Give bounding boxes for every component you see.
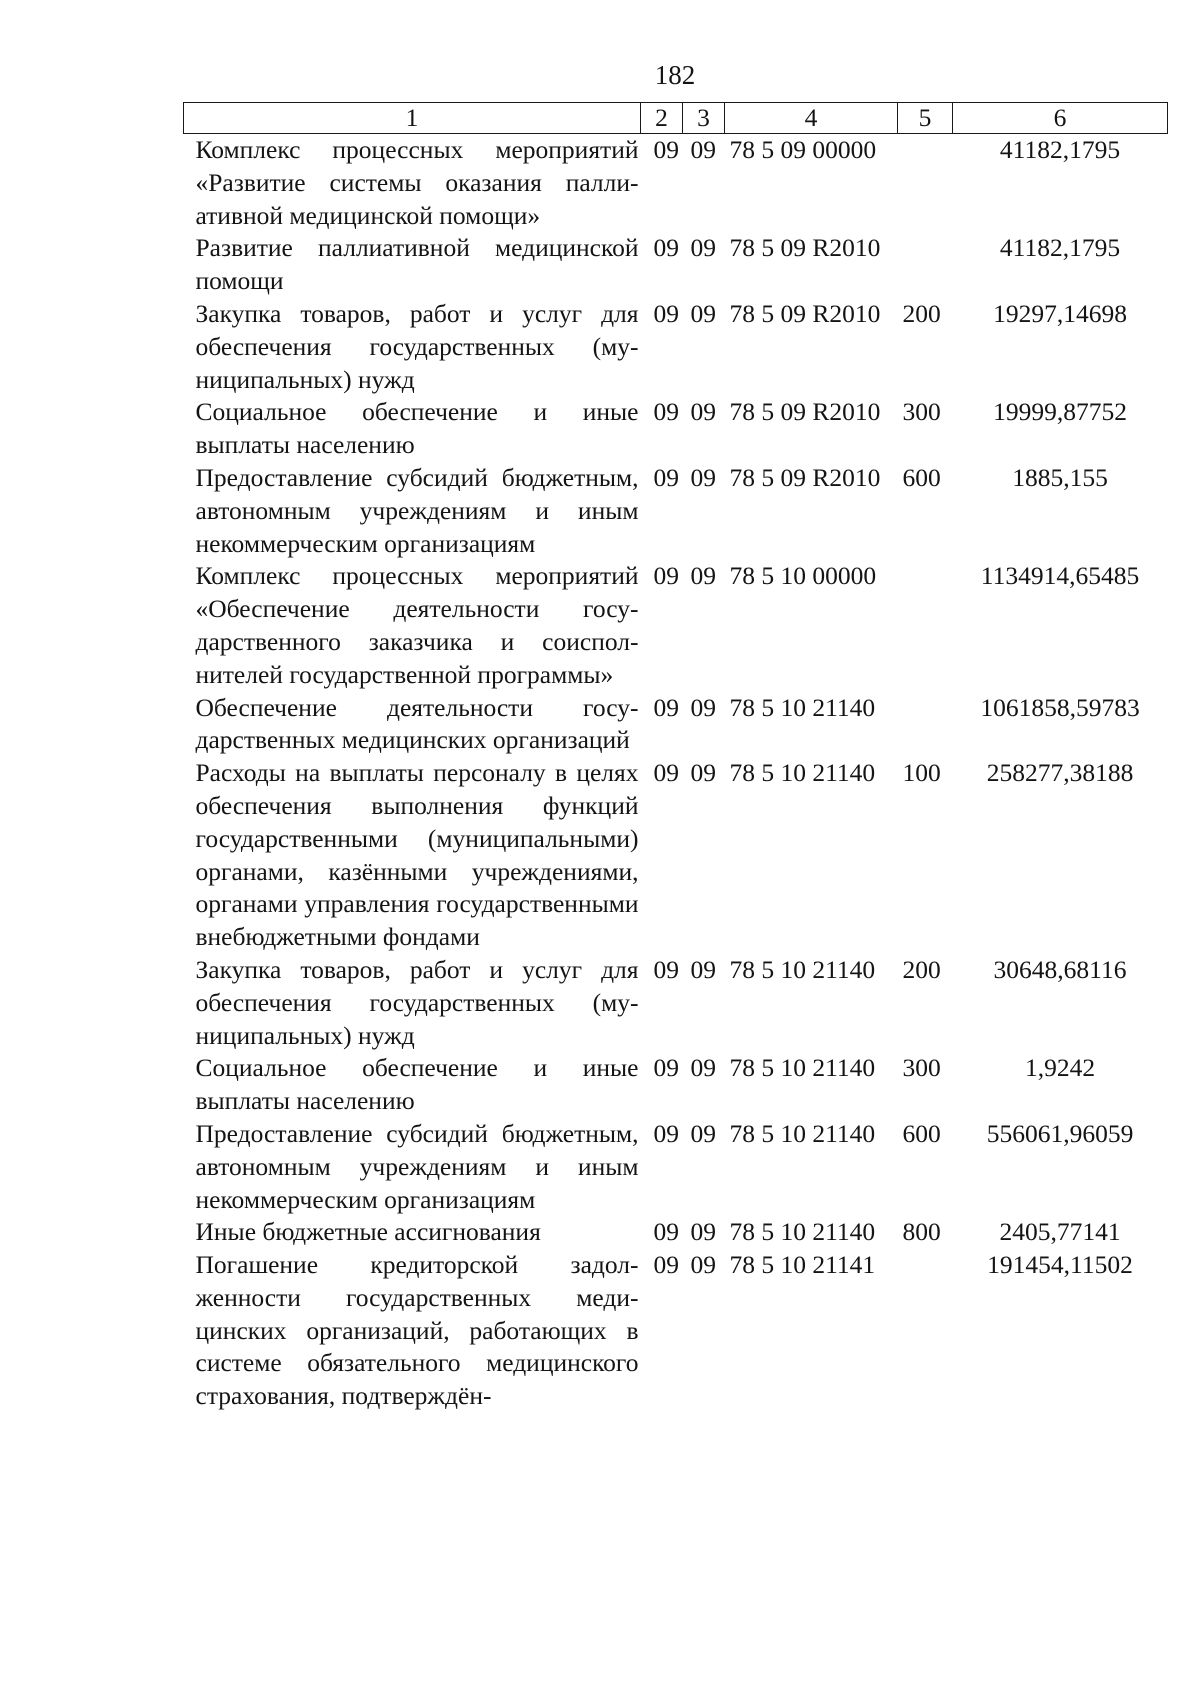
row-target-article: 78 5 10 21140 [729, 692, 876, 722]
table-row [184, 560, 1168, 691]
row-target-article: 78 5 09 R2010 [729, 233, 881, 263]
budget-table [183, 102, 1168, 1413]
row-expense-type: 200 [902, 298, 941, 328]
row-subsection: 09 [690, 1217, 716, 1247]
table-body [184, 134, 1168, 1414]
row-section: 09 [653, 135, 679, 164]
row-name: Погашение кредиторской задолженности государственных медицинских организаций, работающих в системе обязательного медицинского страхования, подтверждён- [195, 1250, 639, 1411]
table-row [184, 692, 1168, 758]
row-subsection: 09 [690, 462, 716, 492]
row-name: Развитие паллиативной медицинской помощи [195, 233, 639, 296]
row-amount: 1134914,65485 [980, 561, 1140, 591]
row-subsection: 09 [690, 135, 716, 164]
row-target-article: 78 5 10 00000 [729, 561, 877, 591]
row-name: Предоставление субсидий бюджетным, автономным учреждениям и иным некоммерческим организациям [195, 462, 639, 558]
row-target-article: 78 5 10 21140 [729, 1118, 876, 1148]
row-section: 09 [653, 1118, 679, 1148]
row-name: Расходы на выплаты персоналу в целях обеспечения выполнения функций государственными (муниципальными) органами, казёнными учреждениями, органами управления государственными внебюджетными фондами [195, 758, 639, 952]
row-name: Социальное обеспечение и иные выплаты населению [195, 397, 639, 460]
row-target-article: 78 5 09 00000 [729, 135, 877, 164]
row-expense-type [898, 232, 953, 298]
table-row [184, 396, 1168, 462]
row-target-article: 78 5 10 21140 [729, 758, 876, 788]
row-expense-type [898, 692, 953, 758]
row-expense-type: 300 [902, 1053, 941, 1083]
row-section: 09 [653, 561, 679, 591]
header-col-3: 3 [683, 103, 725, 134]
row-name: Закупка товаров, работ и услуг для обеспечения государственных (муниципальных) нужд [195, 954, 639, 1050]
row-expense-type: 100 [902, 758, 941, 788]
row-amount: 258277,38188 [986, 758, 1134, 788]
row-subsection: 09 [690, 233, 716, 263]
row-name: Социальное обеспечение и иные выплаты населению [195, 1053, 639, 1116]
table-row [184, 232, 1168, 298]
row-amount: 1,9242 [1024, 1053, 1096, 1083]
row-section: 09 [653, 1217, 679, 1247]
row-section: 09 [653, 954, 679, 984]
table-row [184, 757, 1168, 954]
row-section: 09 [653, 298, 679, 328]
row-name: Иные бюджетные ассигнования [195, 1217, 541, 1247]
row-expense-type: 800 [902, 1217, 941, 1247]
row-name: Комплекс процессных мероприятий «Развитие системы оказания паллиативной медицинской помощи» [195, 135, 639, 230]
row-amount: 19297,14698 [993, 298, 1127, 328]
row-name: Предоставление субсидий бюджетным, автономным учреждениям и иным некоммерческим организациям [195, 1118, 639, 1214]
row-amount: 191454,11502 [987, 1250, 1133, 1280]
row-name: Комплекс процессных мероприятий «Обеспечение деятельности государственного заказчика и соисполнителей государственной программы» [195, 561, 639, 689]
row-amount: 556061,96059 [986, 1118, 1134, 1148]
table-row [184, 954, 1168, 1052]
row-amount: 1885,155 [1012, 462, 1108, 492]
table-row [184, 1249, 1168, 1413]
row-amount: 41182,1795 [999, 233, 1121, 263]
row-target-article: 78 5 09 R2010 [729, 298, 881, 328]
header-col-6: 6 [953, 103, 1168, 134]
row-section: 09 [653, 692, 679, 722]
table-row [184, 1118, 1168, 1216]
header-col-4: 4 [725, 103, 898, 134]
row-section: 09 [653, 233, 679, 263]
table-header [184, 103, 1168, 134]
page-number: 182 [654, 60, 696, 90]
row-expense-type: 600 [902, 1118, 941, 1148]
row-expense-type [898, 134, 953, 233]
row-amount: 2405,77141 [999, 1217, 1121, 1247]
table-row [184, 134, 1168, 233]
header-col-1: 1 [184, 103, 641, 134]
row-section: 09 [653, 397, 679, 427]
row-expense-type [898, 1249, 953, 1413]
row-section: 09 [653, 1250, 679, 1280]
row-target-article: 78 5 09 R2010 [729, 462, 881, 492]
row-target-article: 78 5 09 R2010 [729, 397, 881, 427]
row-subsection: 09 [690, 1250, 716, 1280]
row-section: 09 [653, 758, 679, 788]
row-section: 09 [653, 462, 679, 492]
row-subsection: 09 [690, 692, 716, 722]
row-subsection: 09 [690, 1118, 716, 1148]
row-expense-type: 600 [902, 462, 941, 492]
row-subsection: 09 [690, 758, 716, 788]
row-amount: 30648,68116 [993, 954, 1127, 984]
row-subsection: 09 [690, 561, 716, 591]
header-col-2: 2 [641, 103, 683, 134]
table-row [184, 1216, 1168, 1249]
row-amount: 19999,87752 [993, 397, 1127, 427]
row-target-article: 78 5 10 21140 [729, 1217, 876, 1247]
row-target-article: 78 5 10 21141 [729, 1250, 876, 1280]
table-row [184, 1052, 1168, 1118]
row-expense-type: 200 [902, 954, 941, 984]
row-expense-type [898, 560, 953, 691]
row-target-article: 78 5 10 21140 [729, 1053, 876, 1083]
row-expense-type: 300 [902, 397, 941, 427]
header-row [184, 103, 1168, 134]
table-row [184, 462, 1168, 560]
row-subsection: 09 [690, 1053, 716, 1083]
header-col-5: 5 [898, 103, 953, 134]
row-name: Обеспечение деятельности государственных медицинских организаций [195, 692, 639, 755]
row-section: 09 [653, 1053, 679, 1083]
row-amount: 1061858,59783 [980, 692, 1140, 722]
row-subsection: 09 [690, 397, 716, 427]
row-target-article: 78 5 10 21140 [729, 954, 876, 984]
table-row [184, 298, 1168, 396]
row-subsection: 09 [690, 954, 716, 984]
row-amount: 41182,1795 [999, 135, 1121, 164]
row-subsection: 09 [690, 298, 716, 328]
row-name: Закупка товаров, работ и услуг для обеспечения государственных (муниципальных) нужд [195, 298, 639, 394]
